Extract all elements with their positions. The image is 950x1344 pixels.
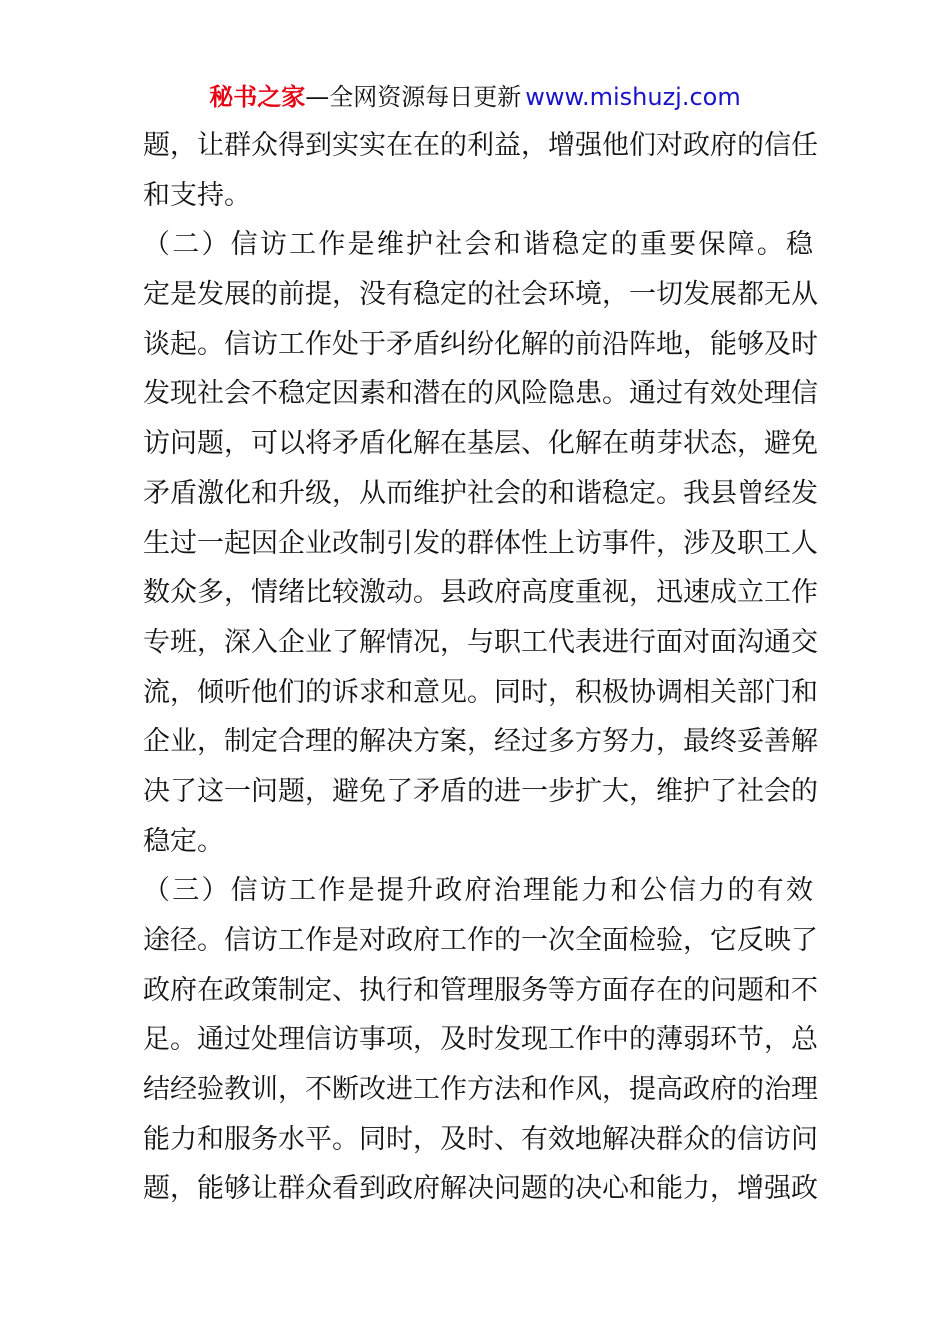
- text-line: 数众多，情绪比较激动。县政府高度重视，迅速成立工作: [143, 577, 818, 609]
- text-line: 生过一起因企业改制引发的群体性上访事件，涉及职工人: [143, 527, 818, 559]
- text-line: 决了这一问题，避免了矛盾的进一步扩大，维护了社会的: [143, 775, 818, 807]
- text-line: 题，让群众得到实实在在的利益，增强他们对政府的信任: [143, 130, 818, 161]
- text-line: 政府在政策制定、执行和管理服务等方面存在的问题和不: [143, 974, 818, 1006]
- paragraph-heading-line: （二）信访工作是维护社会和谐稳定的重要保障。稳: [143, 229, 813, 261]
- site-tagline: —全网资源每日更新: [305, 83, 522, 111]
- text-line: 发现社会不稳定因素和潜在的风险隐患。通过有效处理信: [143, 378, 818, 410]
- text-line: 专班，深入企业了解情况，与职工代表进行面对面沟通交: [143, 626, 818, 658]
- text-line: 稳定。: [143, 825, 224, 857]
- document-body: [143, 121, 818, 1214]
- text-line: 谈起。信访工作处于矛盾纠纷化解的前沿阵地，能够及时: [143, 328, 818, 360]
- text-line: 企业，制定合理的解决方案，经过多方努力，最终妥善解: [143, 726, 818, 758]
- paragraph-heading-line: （三）信访工作是提升政府治理能力和公信力的有效: [143, 875, 813, 907]
- text-line: 结经验教训，不断改进工作方法和作风，提高政府的治理: [143, 1074, 818, 1106]
- text-line: 矛盾激化和升级，从而维护社会的和谐稳定。我县曾经发: [143, 477, 818, 509]
- text-line: 定是发展的前提，没有稳定的社会环境，一切发展都无从: [143, 279, 818, 311]
- text-line: 足。通过处理信访事项，及时发现工作中的薄弱环节，总: [143, 1024, 818, 1056]
- text-line: 和支持。: [143, 179, 251, 211]
- text-line: 访问题，可以将矛盾化解在基层、化解在萌芽状态，避免: [143, 428, 818, 460]
- site-brand: 秘书之家: [209, 83, 306, 111]
- text-line: 途径。信访工作是对政府工作的一次全面检验，它反映了: [143, 925, 818, 956]
- text-line: 流，倾听他们的诉求和意见。同时，积极协调相关部门和: [143, 676, 818, 708]
- text-line: 题，能够让群众看到政府解决问题的决心和能力，增强政: [143, 1173, 818, 1205]
- site-header: [0, 80, 950, 114]
- text-line: 能力和服务水平。同时，及时、有效地解决群众的信访问: [143, 1123, 818, 1155]
- site-url-link[interactable]: www.mishuzj.com: [525, 83, 741, 111]
